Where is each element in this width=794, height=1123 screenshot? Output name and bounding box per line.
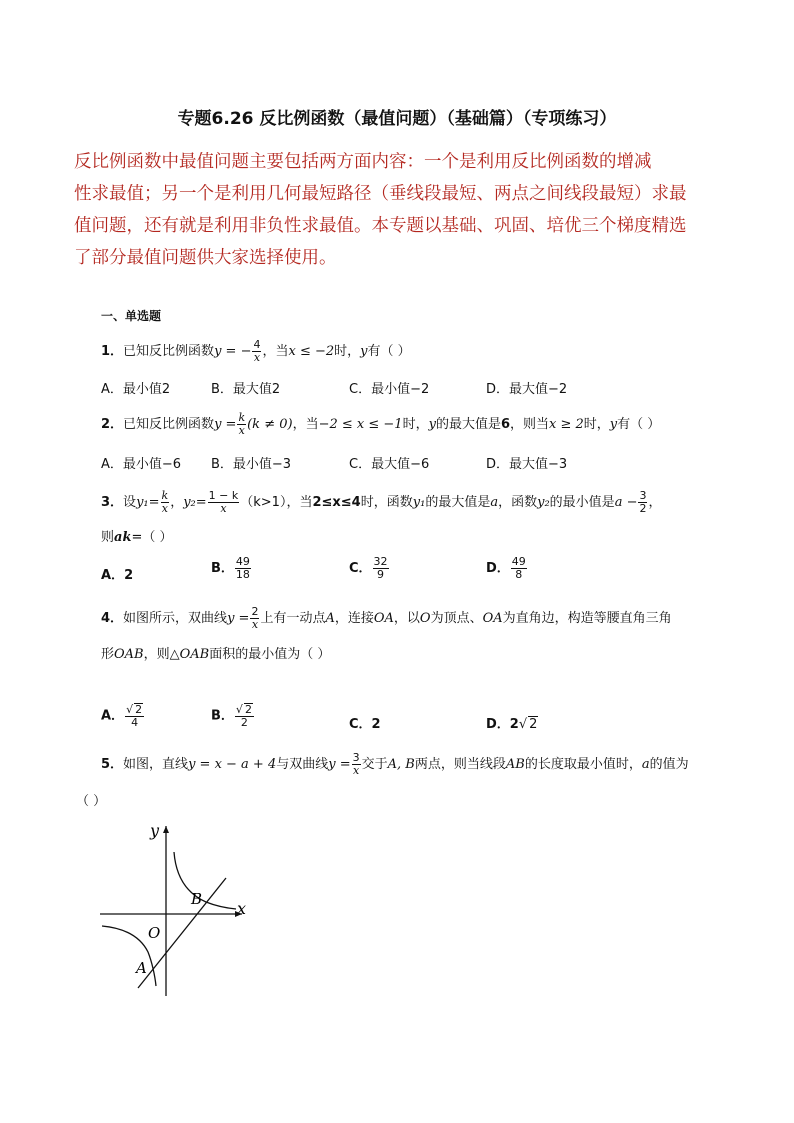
option-c[interactable]: C． $\frac{32}{9}$	[349, 555, 388, 581]
question-number: 3．	[101, 495, 124, 510]
option-c[interactable]: C．2	[349, 717, 381, 732]
option-b[interactable]: B．最大值2	[211, 382, 281, 397]
fraction: $\frac{3}{x}$	[352, 751, 360, 777]
variable: a	[641, 757, 650, 772]
question-text: 时，函数	[360, 495, 413, 510]
question-text: ，则当	[510, 417, 550, 432]
option-d[interactable]: D．最大值−2	[486, 382, 568, 397]
question-text: 时，	[402, 417, 429, 432]
point-labels: A, B	[387, 757, 415, 772]
question-text: =（ ）	[131, 530, 173, 545]
question-text: 设	[123, 495, 137, 510]
question-1	[101, 339, 411, 364]
option-d[interactable]: D． $\frac{49}{8}$	[486, 555, 526, 581]
question-text: 则	[101, 530, 115, 545]
variable: a	[490, 495, 499, 510]
function-y1: y₁=	[136, 495, 160, 510]
expression: a −	[614, 495, 638, 510]
option-a[interactable]: A．最小值−6	[101, 457, 182, 472]
question-text: 的最大值是	[425, 495, 491, 510]
question-4	[101, 606, 672, 631]
question-2	[101, 412, 660, 437]
question-text: 的最大值是	[435, 417, 501, 432]
triangle-label: △OAB	[169, 647, 210, 662]
fraction: $\frac{2}{x}$	[251, 605, 259, 631]
segment-label: OA	[482, 611, 503, 626]
y-axis-label: y	[150, 821, 160, 840]
question-text: 的值为	[649, 757, 689, 772]
segment-label: AB	[505, 757, 525, 772]
intro-line: 性求最值；另一个是利用几何最短路径（垂线段最短、两点之间线段最短）求最	[74, 184, 687, 204]
option-b[interactable]: B． $\frac{49}{18}$	[211, 555, 250, 581]
fraction: $\frac{k}{x}$	[161, 489, 169, 515]
question-text: 面积的最小值为（ ）	[209, 647, 331, 662]
question-text: 如图所示，双曲线	[123, 611, 228, 626]
equation: y = −	[214, 344, 252, 359]
point-b-label: B	[191, 890, 203, 908]
question-text: ，连接	[334, 611, 374, 626]
fraction: $\frac{3}{2}$	[639, 489, 647, 515]
separator: ，	[170, 495, 184, 510]
fraction: $\frac{1 - k}{x}$	[208, 489, 239, 515]
segment-label: OA	[373, 611, 394, 626]
question-text: ，当	[292, 417, 319, 432]
question-text: 交于	[361, 757, 388, 772]
variable: y₁	[412, 495, 426, 510]
variable: y₂	[537, 495, 550, 510]
point-label: A	[325, 611, 335, 626]
intro-paragraph	[74, 146, 729, 274]
question-5-line2: （ ）	[76, 794, 107, 809]
equation: y =	[227, 611, 250, 626]
question-text: ，当	[286, 495, 313, 510]
option-d[interactable]: D．最大值−3	[486, 457, 568, 472]
question-text: 有（ ）	[367, 344, 411, 359]
question-text: 上有一动点	[260, 611, 326, 626]
question-text: ，	[648, 495, 662, 510]
point-a-label: A	[136, 959, 147, 977]
triangle-label: OAB	[114, 647, 144, 662]
fraction: $\frac{4}{x}$	[253, 338, 261, 364]
question-text: 已知反比例函数	[123, 344, 215, 359]
question-number: 4．	[101, 611, 124, 626]
option-a[interactable]: A． $\frac{√ 2}{4}$	[101, 703, 143, 729]
variable: y	[360, 344, 368, 359]
question-text: 如图，直线	[123, 757, 189, 772]
question-number: 5．	[101, 757, 124, 772]
origin-label: O	[148, 924, 161, 942]
condition: x ≥ 2	[549, 417, 584, 432]
question-text: 为顶点、	[430, 611, 483, 626]
option-a[interactable]: A．2	[101, 568, 134, 583]
point-label: O	[419, 611, 431, 626]
option-c[interactable]: C．最小值−2	[349, 382, 430, 397]
function-y2: y₂=	[183, 495, 207, 510]
fraction: $\frac{k}{x}$	[238, 411, 246, 437]
question-5	[101, 752, 689, 777]
section-heading: 一、单选题	[101, 309, 162, 323]
condition: x ≤ −2	[288, 344, 335, 359]
page-title: 专题6.26 反比例函数（最值问题）（基础篇）（专项练习）	[177, 109, 617, 129]
value: 6	[500, 417, 510, 432]
question-3	[101, 490, 661, 515]
question-text: 时，	[334, 344, 361, 359]
option-b[interactable]: B．最小值−3	[211, 457, 292, 472]
variable: y	[428, 417, 436, 432]
hyperbola-figure	[96, 818, 256, 1000]
condition: （k>1）	[240, 495, 287, 510]
question-text: 的最小值是	[549, 495, 615, 510]
y-axis-arrow	[163, 826, 169, 833]
option-b[interactable]: B． $\frac{√ 2}{2}$	[211, 703, 252, 729]
question-text: ，则	[143, 647, 170, 662]
question-text: 与双曲线	[276, 757, 329, 772]
question-4-line2	[101, 643, 330, 662]
option-d[interactable]: D．2√ 2	[486, 717, 538, 732]
x-axis-label: x	[237, 899, 247, 918]
variable: y	[609, 417, 618, 432]
question-text: 两点，则当线段	[414, 757, 506, 772]
equation: y = x − a + 4	[188, 757, 277, 772]
question-text: 时，	[583, 417, 610, 432]
question-text: ，以	[393, 611, 420, 626]
condition: −2 ≤ x ≤ −1	[318, 417, 403, 432]
intro-line: 反比例函数中最值问题主要包括两方面内容：一个是利用反比例函数的增减	[74, 152, 652, 172]
question-text: 有（ ）	[617, 417, 661, 432]
question-text: 为直角边，构造等腰直角三角	[502, 611, 672, 626]
equation: y =	[214, 417, 237, 432]
question-text: 的长度取最小值时，	[524, 757, 642, 772]
question-text: ，当	[262, 344, 289, 359]
intro-line: 了部分最值问题供大家选择使用。	[74, 248, 337, 268]
condition: (k ≠ 0)	[247, 417, 293, 432]
question-number: 1．	[101, 344, 124, 359]
question-text: 形	[101, 647, 115, 662]
question-text: 已知反比例函数	[123, 417, 215, 432]
hyperbola-branch-q1	[174, 852, 236, 909]
question-3-line2	[101, 526, 172, 545]
question-text: ，函数	[498, 495, 538, 510]
option-c[interactable]: C．最大值−6	[349, 457, 430, 472]
question-number: 2．	[101, 417, 124, 432]
variable: ak	[114, 530, 132, 545]
option-a[interactable]: A．最小值2	[101, 382, 171, 397]
condition: 2≤x≤4	[312, 495, 361, 510]
intro-line: 值问题，还有就是利用非负性求最值。本专题以基础、巩固、培优三个梯度精选	[74, 216, 687, 236]
equation: y =	[328, 757, 351, 772]
